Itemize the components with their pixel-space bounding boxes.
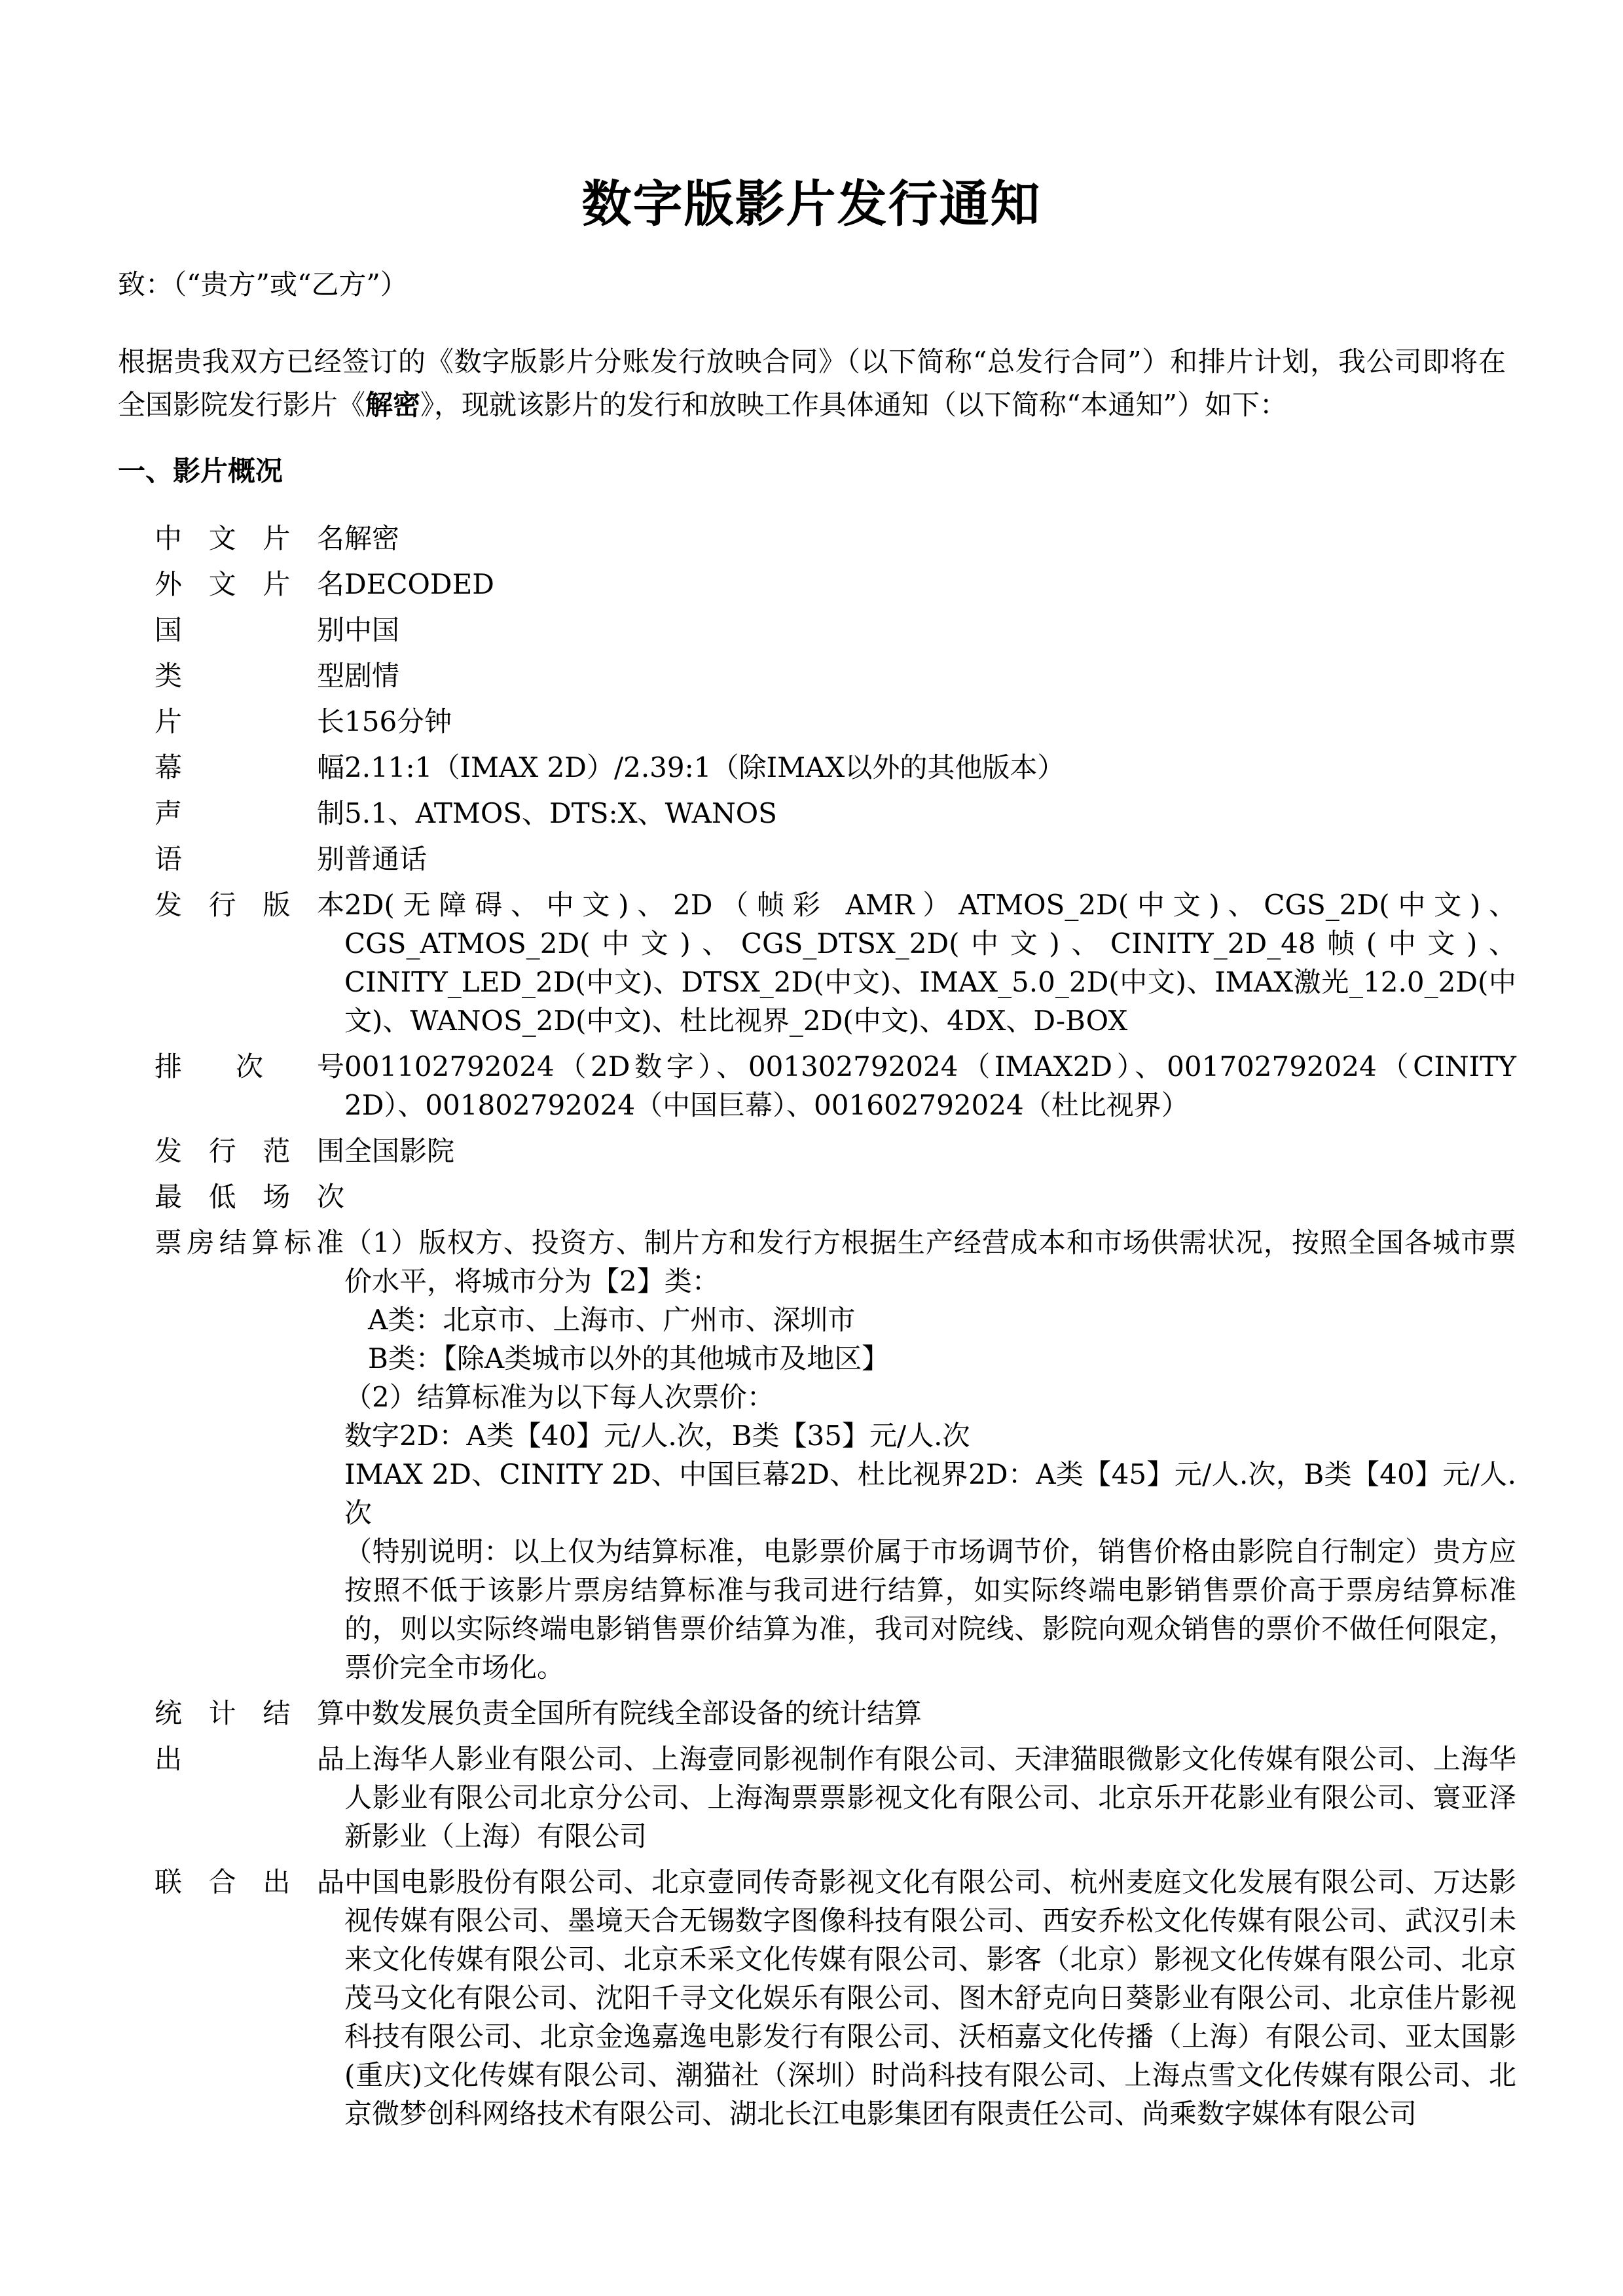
info-label: 联合出品 bbox=[155, 1866, 344, 1898]
info-row-aspect-ratio bbox=[155, 748, 1516, 787]
info-label: 语别 bbox=[155, 843, 344, 875]
info-value: 中国 bbox=[344, 614, 400, 646]
settlement-line: A类：北京市、上海市、广州市、深圳市 bbox=[368, 1304, 856, 1336]
info-label: 类型 bbox=[155, 660, 344, 692]
info-label: 发行范围 bbox=[155, 1135, 344, 1167]
info-value: 001102792024（2D数字）、001302792024（IMAX2D）、001702792024（CINITY 2D）、001802792024（中国巨幕）、001602792024（杜比视界） bbox=[344, 1050, 1516, 1121]
settlement-line: 数字2D：A类【40】元/人.次，B类【35】元/人.次 bbox=[344, 1420, 970, 1452]
info-value: 中数发展负责全国所有院线全部设备的统计结算 bbox=[344, 1697, 922, 1729]
info-label: 国别 bbox=[155, 614, 344, 646]
film-info-table bbox=[155, 519, 1516, 2140]
info-value bbox=[344, 1177, 1516, 1216]
info-label: 幕幅 bbox=[155, 751, 344, 783]
info-label: 中文片名 bbox=[155, 522, 344, 554]
info-value: DECODED bbox=[344, 568, 494, 600]
info-label: 发行版本 bbox=[155, 889, 344, 921]
info-row-sound bbox=[155, 794, 1516, 833]
info-value: 5.1、ATMOS、DTS:X、WANOS bbox=[344, 797, 777, 829]
intro-text-1: 根据贵我双方已经签订的《数字版影片分账发行放映合同》（以下简称“总发行合同”）和排片计划，我公司即将在全国影院发行影片《 bbox=[118, 346, 1506, 421]
info-row-foreign-title bbox=[155, 565, 1516, 603]
info-value: 中国电影股份有限公司、北京壹同传奇影视文化有限公司、杭州麦庭文化发展有限公司、万达影视传媒有限公司、墨境天合无锡数字图像科技有限公司、西安乔松文化传媒有限公司、武汉引未来文化传媒有限公司、北京禾采文化传媒有限公司、影客（北京）影视文化传媒有限公司、北京茂马文化有限公司、沈阳千寻文化娱乐有限公司、图木舒克向日葵影业有限公司、北京佳片影视科技有限公司、北京金逸嘉逸电影发行有限公司、沃栢嘉文化传播（上海）有限公司、亚太国影(重庆)文化传媒有限公司、潮猫社（深圳）时尚科技有限公司、上海点雪文化传媒有限公司、北京微梦创科网络技术有限公司、湖北长江电影集团有限责任公司、尚乘数字媒体有限公司 bbox=[344, 1866, 1516, 2130]
info-label: 出品 bbox=[155, 1743, 344, 1775]
info-row-release-scope bbox=[155, 1132, 1516, 1170]
info-row-co-producer bbox=[155, 1863, 1516, 2133]
info-value: 全国影院 bbox=[344, 1135, 455, 1167]
info-value: 上海华人影业有限公司、上海壹同影视制作有限公司、天津猫眼微影文化传媒有限公司、上海华人影业有限公司北京分公司、上海淘票票影视文化有限公司、北京乐开花影业有限公司、寰亚泽新影业（上海）有限公司 bbox=[344, 1743, 1516, 1852]
info-label: 统计结算 bbox=[155, 1697, 344, 1729]
document-title: 数字版影片发行通知 bbox=[581, 175, 1042, 233]
info-row-genre bbox=[155, 656, 1516, 695]
info-label: 声制 bbox=[155, 797, 344, 829]
info-row-settlement-standard bbox=[155, 1223, 1516, 1687]
info-value: 普通话 bbox=[344, 843, 428, 875]
info-label: 最低场次 bbox=[155, 1181, 344, 1213]
settlement-line: （特别说明：以上仅为结算标准，电影票价属于市场调节价，销售价格由影院自行制定）贵方应按照不低于该影片票房结算标准与我司进行结算，如实际终端电影销售票价高于票房结算标准的，则以实际终端电影销售票价结算为准，我司对院线、影院向观众销售的票价不做任何限定，票价完全市场化。 bbox=[344, 1535, 1516, 1683]
settlement-line: （1）版权方、投资方、制片方和发行方根据生产经营成本和市场供需状况，按照全国各城市票价水平，将城市分为【2】类： bbox=[344, 1227, 1516, 1297]
settlement-line: （2）结算标准为以下每人次票价： bbox=[344, 1381, 775, 1413]
settlement-line: IMAX 2D、CINITY 2D、中国巨幕2D、杜比视界2D：A类【45】元/人.次，B类【40】元/人.次 bbox=[344, 1458, 1516, 1529]
section-heading-film-overview: 一、影片概况 bbox=[118, 455, 283, 487]
info-row-producer bbox=[155, 1740, 1516, 1856]
info-row-chinese-title bbox=[155, 519, 1516, 558]
recipient-line: 致：（“贵方”或“乙方”） bbox=[118, 268, 408, 300]
settlement-text bbox=[344, 1223, 1516, 1687]
info-row-country bbox=[155, 611, 1516, 649]
info-value: 剧情 bbox=[344, 660, 400, 692]
info-row-statistics bbox=[155, 1694, 1516, 1732]
info-row-minimum-shows bbox=[155, 1177, 1516, 1216]
info-row-language bbox=[155, 840, 1516, 878]
info-value: 156分钟 bbox=[344, 706, 452, 738]
info-label: 排次号 bbox=[155, 1050, 344, 1083]
info-row-schedule-number bbox=[155, 1047, 1516, 1124]
info-value: 解密 bbox=[344, 522, 400, 554]
info-value: 2.11:1（IMAX 2D）/2.39:1（除IMAX以外的其他版本） bbox=[344, 751, 1065, 783]
intro-text-2: 》，现就该影片的发行和放映工作具体通知（以下简称“本通知”）如下： bbox=[420, 389, 1287, 421]
intro-film-name: 解密 bbox=[365, 389, 421, 421]
intro-paragraph bbox=[118, 340, 1506, 427]
info-value: 2D(无障碍、中文)、2D（帧彩 AMR）ATMOS_2D(中文)、CGS_2D(中文)、CGS_ATMOS_2D(中文)、CGS_DTSX_2D(中文)、CINITY_2D_48帧(中文)、CINITY_LED_2D(中文)、DTSX_2D(中文)、IMAX_5.0_2D(中文)、IMAX激光_12.0_2D(中文)、WANOS_2D(中文)、杜比视界_2D(中文)、4DX、D-BOX bbox=[344, 889, 1516, 1037]
info-row-runtime bbox=[155, 702, 1516, 741]
settlement-line: B类：【除A类城市以外的其他城市及地区】 bbox=[368, 1342, 890, 1374]
info-label: 片长 bbox=[155, 706, 344, 738]
info-label: 票房结算标准 bbox=[155, 1227, 344, 1259]
info-label: 外文片名 bbox=[155, 568, 344, 600]
info-row-release-versions bbox=[155, 886, 1516, 1040]
